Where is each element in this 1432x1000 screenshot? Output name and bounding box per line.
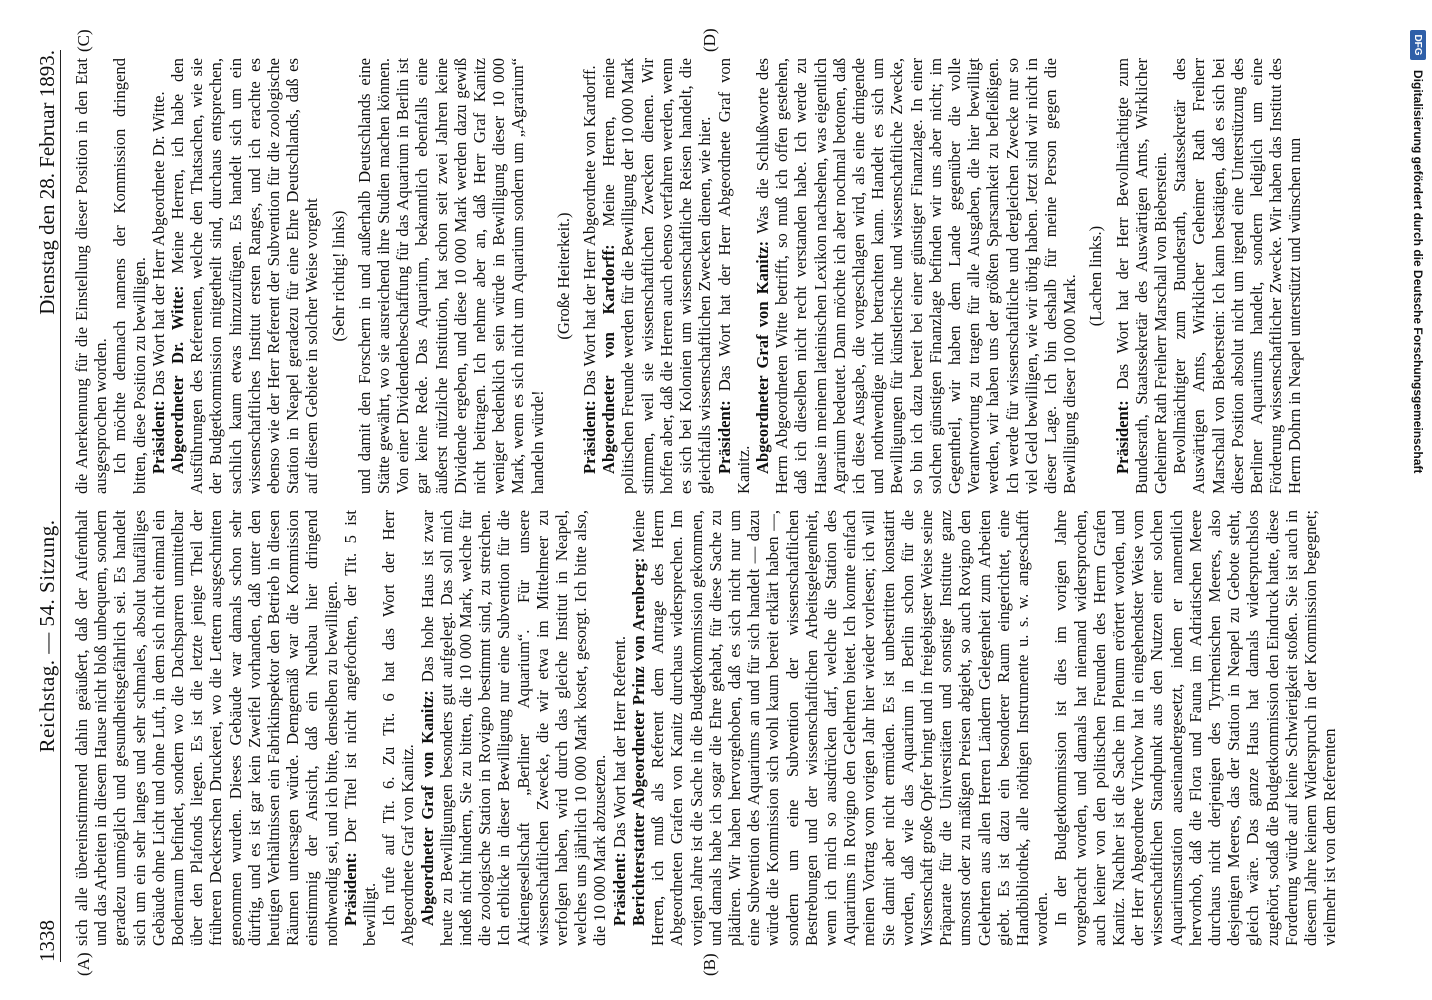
paragraph: [715, 58, 753, 494]
paragraph: [355, 58, 547, 494]
paragraph: [1113, 58, 1171, 494]
paragraph-text: Das Wort hat der Herr Bevollmächtigte zum Bundesrath, Staatssekretär des Auswärtigen Amts, Wirklicher Geheimer Rath Freiherr Marschall von Bieberstein.: [1112, 58, 1170, 494]
running-header: [20, 50, 61, 962]
paragraph: [379, 510, 417, 946]
paragraph: [418, 510, 610, 946]
paragraph-text: Meine Herren, ich habe den Ausführungen des Referenten, welche den Thatsachen, wie sie der Budgetkommission mitgetheilt sind, durchaus entsprechen, sachlich kaum etwas hinzuzufügen. Es handelt sich um ein wissenschaftliches Institut ersten Ranges, und ich erachte es ebenso wie der Herr Referent der Subvention für die zoologische Station in Neapel geradezu für eine Ehre Deutschlands, daß es auf diesem Gebiete in solcher Weise vorgeht: [168, 58, 322, 494]
paragraph-text: Das hohe Haus ist zwar heute zu Bewilligungen besonders gut aufgelegt. Das soll mich indeß nicht hindern, Sie zu bitten, die 10 000 Mark, welche für die zoologische Station in Rovigno bestimmt sind, zu streichen. Ich erblicke in dieser Bewilligung nur eine Subvention für die Aktiengesellschaft „Berliner Aquarium“. Für unsere wissenschaftlichen Zwecke, die wir etwa im Mittelmeer zu verfolgen haben, wird durch das gleiche Institut in Neapel, welches uns jährlich 10 000 Mark kostet, gesorgt. Ich bitte also, die 10 000 Mark abzusetzen.: [417, 510, 610, 946]
paragraph: [168, 58, 322, 494]
speaker-name: Präsident:: [580, 400, 600, 474]
paragraph: [629, 510, 1051, 946]
paragraph: [599, 58, 714, 494]
paragraph-text: Meine Herren, ich muß als Referent dem Antrage des Herrn Abgeordneten Grafen von Kanitz durchaus widersprechen. Im vorigen Jahre ist die Sache in die Budgetkommission gekommen, und damals habe ich sogar die Ehre gehabt, für diese Sache zu plädiren. Wir haben hervorgehoben, daß es sich nicht nur um eine Subvention des Aquariums an und für sich handelt — dazu würde die Kommission sich wohl kaum bereit erklärt haben —, sondern um eine Subvention der wissenschaftlichen Bestrebungen und der wissenschaftlichen Arbeitsgelegenheit, wenn ich mich so ausdrücken darf, welche die Station des Aquariums in Rovigno den Gelehrten bietet. Ich konnte einfach meinen Vortrag vom vorigen Jahr hier wieder vorlesen; ich will Sie damit aber nicht ermüden. Es ist unbestritten konstatirt worden, daß wie das Aquarium in Berlin schon für die Wissenschaft große Opfer bringt und in freigebigster Weise seine Präparate für die Universitäten und sonstige Institute ganz umsonst oder zu mäßigen Preisen abgiebt, so auch Rovigno den Gelehrten aus allen Herren Ländern Gelegenheit zum Arbeiten giebt. Es ist dazu ein besonderer Raum eingerichtet, eine Handbibliothek, alle nöthigen Instrumente u. s. w. angeschafft worden.: [628, 510, 1052, 946]
margin-mark-d: (D): [700, 28, 719, 52]
paragraph: [72, 58, 110, 494]
digitization-attribution: [1408, 30, 1428, 970]
speaker-name: Abgeordneter Graf von Kanitz:: [417, 690, 437, 926]
paragraph-text: sich alle übereinstimmend dahin geäußert, daß der Aufenthalt und das Arbeiten in diesem Hause nicht bloß unbequem, sondern geradezu unmöglich und gesundheitsgefährlich sei. Es handelt sich um ein sehr langes und sehr schmales, absolut baufälliges Gebäude ohne Licht und ohne Luft, in dem sich nicht einmal ein Bodenraum befindet, sondern wo die Dachsparren unmittelbar über den Plafonds liegen. Es ist die letzte jenige Theil der früheren Deckerschen Druckerei, wo die Lettern ausgeschnitten genommen wurden. Dieses Gebäude war damals schon sehr dürftig, und es ist gar kein Zweifel vorhanden, daß unter den heutigen Verhältnissen ein Fabrikinspektor den Betrieb in diesen Räumen untersagen würde. Demgemäß war die Kommission einstimmig der Ansicht, daß ein Neubau hier dringend nothwendig sei, und ich bitte, denselben zu bewilligen.: [72, 510, 341, 946]
paragraph: [341, 510, 379, 946]
paragraph: [1051, 510, 1339, 946]
header-title: Reichstag. — 54. Sitzung.: [35, 519, 59, 753]
speaker-name: Abgeordneter Graf von Kanitz:: [752, 240, 772, 474]
paragraph-text: Bevollmächtigter zum Bundesrath, Staatssekretär des Auswärtigen Amts, Wirklicher Geheimer Rath Freiherr Marschall von Bieberstein: Ich kann bestätigen, daß es sich bei dieser Position absolut nicht um irgend eine Unterstützung des Berliner Aquariums handelt, sondern lediglich um eine Förderung wissenschaftlicher Zwecke. Wir haben das Institut des Herrn Dohrn in Neapel unterstützt und wünschen nun: [1170, 58, 1305, 494]
paragraph-text: Ich möchte demnach namens der Kommission dringend bitten, diese Position zu bewilligen.: [110, 58, 149, 494]
speaker-name: Abgeordneter Dr. Witte:: [168, 285, 188, 474]
rotated-document-page: [10, 20, 1410, 980]
paragraph: [580, 58, 599, 494]
paragraph-text: Meine Herren, meine politischen Freunde werden für die Bewilligung der 10 000 Mark stimmen, weil sie wissenschaftlichen Zwecken dienen. Wir hoffen aber, daß die Herren auch ebenso verfahren werden, wenn es sich bei Kolonien um wissenschaftliche Reisen handelt, die gleichfalls wissenschaftlichen Zwecken dienen, wie hier.: [599, 58, 715, 494]
speaker-name: Präsident:: [714, 400, 734, 474]
paragraph: [753, 58, 1079, 494]
header-date: Dienstag den 28. Februar 1893.: [35, 50, 59, 315]
speaker-name: Präsident:: [340, 852, 360, 926]
page-number: 1338: [35, 920, 59, 962]
interjection: (Sehr richtig! links): [328, 210, 348, 342]
paragraph: [1170, 58, 1304, 494]
paragraph: [149, 58, 168, 494]
paragraph: [110, 58, 148, 494]
paragraph: [72, 510, 341, 946]
paragraph-text: Das Wort hat der Herr Abgeordnete von Kardorff.: [580, 65, 600, 397]
paragraph-text: Das Wort hat der Herr Abgeordnete Dr. Witte.: [148, 91, 168, 397]
paragraph-text: die Anerkennung für die Einstellung dieser Position in den Etat ausgesprochen worden.: [72, 58, 111, 494]
paragraph-text: Ich rufe auf Tit. 6. Zu Tit. 6 hat das Wort der Herr Abgeordnete Graf von Kanitz.: [379, 510, 418, 946]
speaker-name: Präsident:: [148, 400, 168, 474]
attribution-text: Digitalisierung gefördert durch die Deutsche Forschungsgemeinschaft: [1411, 70, 1425, 474]
margin-mark-b: (B): [700, 953, 719, 976]
paragraph-text: Der Titel ist nicht angefochten, der Tit. 5 ist bewilligt.: [340, 510, 380, 946]
paragraph-text: Das Wort hat der Herr Abgeordnete Graf von Kanitz.: [714, 58, 753, 494]
speaker-name: Präsident:: [609, 852, 629, 926]
interjection: (Große Heiterkeit.): [553, 212, 573, 340]
paragraph: [610, 510, 629, 946]
interjection: (Lachen links.): [1086, 225, 1106, 327]
speaker-name: Abgeordneter von Kardorff:: [599, 244, 619, 474]
speaker-name: Präsident:: [1112, 400, 1132, 474]
speaker-name: Berichterstatter Abgeordneter Prinz von Arenberg:: [628, 557, 648, 926]
text-column-right: [72, 58, 1402, 494]
paragraph-text: und damit den Forschern in und außerhalb Deutschlands eine Stätte gewährt, wo sie ausreichend ihre Studien machen können. Von einer Dividendenbeschaffung für das Aquarium in Berlin ist gar keine Rede. Das Aquarium, bekanntlich ebenfalls eine äußerst nützliche Institution, hat schon seit zwei Jahren keine Dividende ergeben, und diese 10 000 Mark werden dazu gewiß nicht beitragen. Ich nehme aber an, daß Herr Graf Kanitz weniger bedenklich sein würde in Bewilligung dieser 10 000 Mark, wenn es sich nicht um Aquarium sondern um „Agrarium“ handeln würde!: [354, 58, 547, 494]
margin-mark-a: (A): [74, 952, 93, 976]
paragraph-text: Das Wort hat der Herr Referent.: [609, 635, 629, 849]
paragraph-text: In der Budgetkommission ist dies im vorigen Jahre vorgebracht worden, und damals hat niemand widersprochen, auch keiner von den politischen Freunden des Herrn Grafen Kanitz. Nachher ist die Sache im Plenum erörtert worden, und der Herr Abgeordnete Virchow hat in eingehendster Weise vom wissenschaftlichen Standpunkt aus den Nutzen einer solchen Aquariumsstation auseinandergesetzt, indem er namentlich hervorhob, daß die Flora und Fauna im Adriatischen Meere durchaus nicht derjenigen des Tyrrhenischen Meeres, also desjenigen Meeres, das der Station in Neapel zu Gebote steht, gleich wäre. Das ganze Haus hat damals widerspruchslos zugehört, sodaß die Budgetkommission den Eindruck hatte, diese Forderung würde auf keine Schwierigkeit stoßen. Sie ist auch in diesem Jahre keinem Widerspruch in der Kommission begegnet; vielmehr ist von dem Referenten: [1051, 510, 1340, 946]
margin-mark-c: (C): [74, 29, 93, 52]
text-column-left: [72, 510, 1402, 946]
paragraph-text: Was die Schlußworte des Herrn Abgeordneten Witte betrifft, so muß ich offen gestehen, daß ich dieselben nicht recht verstanden habe. Ich werde zu Hause in meinem lateinischen Lexikon nachsehen, was eigentlich Agrarium bedeutet. Dann möchte ich aber nochmal betonen, daß ich diese Ausgabe, die vorgeschlagen wird, als eine dringende und nothwendige nicht betrachten kann. Handelt es sich um Bewilligungen für künstlerische und wissenschaftliche Zwecke, so bin ich dazu bereit bei einer günstiger Finanzlage. In einer solchen günstigen Finanzlage befinden wir uns aber nicht; im Gegentheil, wir haben dem Lande gegenüber die volle Verantwortung zu tragen für alle Ausgaben, die hier bewilligt werden, wir haben uns der größten Sparsamkeit zu befleißigen. Ich werde für wissenschaftliche und dergleichen Zwecke nur so viel Geld bewilligen, wie wir übrig haben. Jetzt sind wir nicht in dieser Lage. Ich bin deshalb für meine Person gegen die Bewilligung dieser 10 000 Mark.: [752, 57, 1080, 494]
dfg-logo-text: DFG: [1412, 34, 1424, 56]
